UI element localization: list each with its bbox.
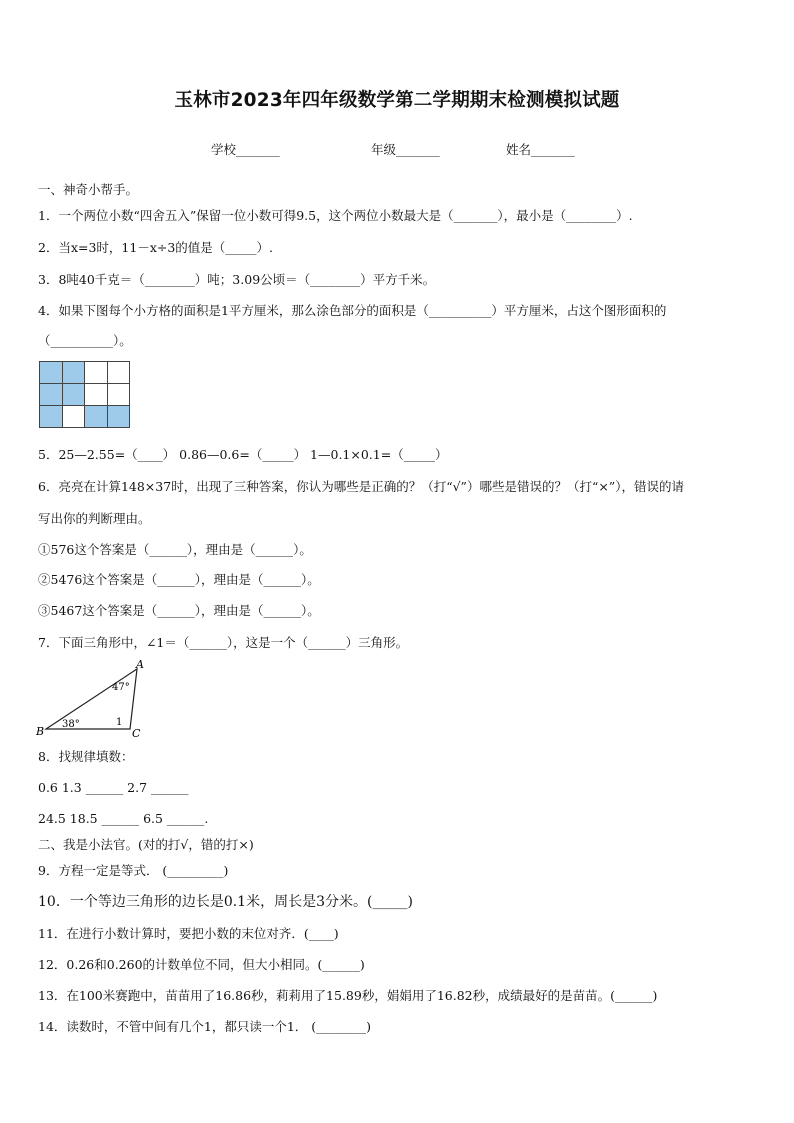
question-6-answer-2: ②5476这个答案是（______），理由是（______）。	[38, 572, 320, 587]
triangle-shape	[46, 669, 137, 729]
question-6-line-1: 6．亮亮在计算148×37时，出现了三种答案，你认为哪些是正确的？（打“√”）哪些是错误的？（打“×”），错误的请	[38, 479, 684, 494]
grid-cell	[107, 384, 130, 406]
question-1: 1．一个两位小数“四舍五入”保留一位小数可得9.5，这个两位小数最大是（_______），最小是（________）.	[38, 208, 633, 223]
question-7: 7．下面三角形中，∠1＝（______），这是一个（______）三角形。	[38, 635, 409, 650]
vertex-label-a: A	[136, 658, 144, 671]
grid-row	[40, 406, 130, 428]
question-11: 11．在进行小数计算时，要把小数的末位对齐．(____)	[38, 926, 339, 941]
grid-cell-shaded	[40, 406, 63, 428]
question-9: 9．方程一定是等式． (_________)	[38, 863, 229, 878]
grid-row	[40, 384, 130, 406]
angle-b-label: 38°	[62, 719, 80, 730]
grid-cell	[85, 362, 108, 384]
question-8: 8．找规律填数：	[38, 749, 134, 764]
question-10: 10．一个等边三角形的边长是0.1米，周长是3分米。(_____)	[38, 894, 413, 910]
question-8-row-1: 0.6 1.3 ______ 2.7 ______	[38, 780, 189, 795]
grid-row	[40, 362, 130, 384]
angle-1-label: 1	[116, 717, 123, 728]
question-6-line-2: 写出你的判断理由。	[38, 511, 151, 526]
grid-cell	[62, 406, 85, 428]
square-grid-figure	[39, 361, 130, 428]
section-1-heading: 一、神奇小帮手。	[38, 182, 139, 197]
question-6-answer-1: ①576这个答案是（______），理由是（______）。	[38, 542, 312, 557]
grid-cell	[85, 384, 108, 406]
question-12: 12．0.26和0.260的计数单位不同，但大小相同。(______)	[38, 957, 365, 972]
school-field: 学校_______	[211, 142, 280, 157]
grid-cell-shaded	[62, 384, 85, 406]
triangle-figure	[36, 657, 151, 739]
page-title: 玉林市2023年四年级数学第二学期期末检测模拟试题	[174, 90, 620, 111]
question-3: 3．8吨40千克＝（________）吨；3.09公顷＝（________）平方千米。	[38, 272, 436, 287]
section-2-heading: 二、我是小法官。(对的打√，错的打×)	[38, 837, 254, 852]
grid-cell-shaded	[40, 362, 63, 384]
question-4-line-1: 4．如果下图每个小方格的面积是1平方厘米，那么涂色部分的面积是（__________）平方厘米，占这个图形面积的	[38, 303, 667, 318]
grid-cell-shaded	[40, 384, 63, 406]
name-field: 姓名_______	[506, 142, 575, 157]
question-6-answer-3: ③5467这个答案是（______），理由是（______）。	[38, 603, 320, 618]
grid-cell-shaded	[85, 406, 108, 428]
grid-cell-shaded	[107, 406, 130, 428]
question-5: 5．25—2.55=（____） 0.86—0.6=（_____） 1—0.1×0.1=（_____）	[38, 447, 448, 462]
question-14: 14．读数时，不管中间有几个1，都只读一个1． (________)	[38, 1019, 372, 1034]
vertex-label-c: C	[132, 727, 141, 739]
grade-field: 年级_______	[371, 142, 440, 157]
grid-cell	[107, 362, 130, 384]
question-4-line-2: （__________）。	[38, 333, 132, 348]
angle-a-label: 47°	[112, 682, 130, 693]
question-13: 13．在100米赛跑中，苗苗用了16.86秒，莉莉用了15.89秒，娟娟用了16.82秒，成绩最好的是苗苗。(______)	[38, 988, 658, 1003]
question-8-row-2: 24.5 18.5 ______ 6.5 ______.	[38, 811, 209, 826]
grid-cell-shaded	[62, 362, 85, 384]
question-2: 2．当x=3时，11－x÷3的值是（_____）.	[38, 240, 274, 255]
vertex-label-b: B	[36, 725, 45, 738]
